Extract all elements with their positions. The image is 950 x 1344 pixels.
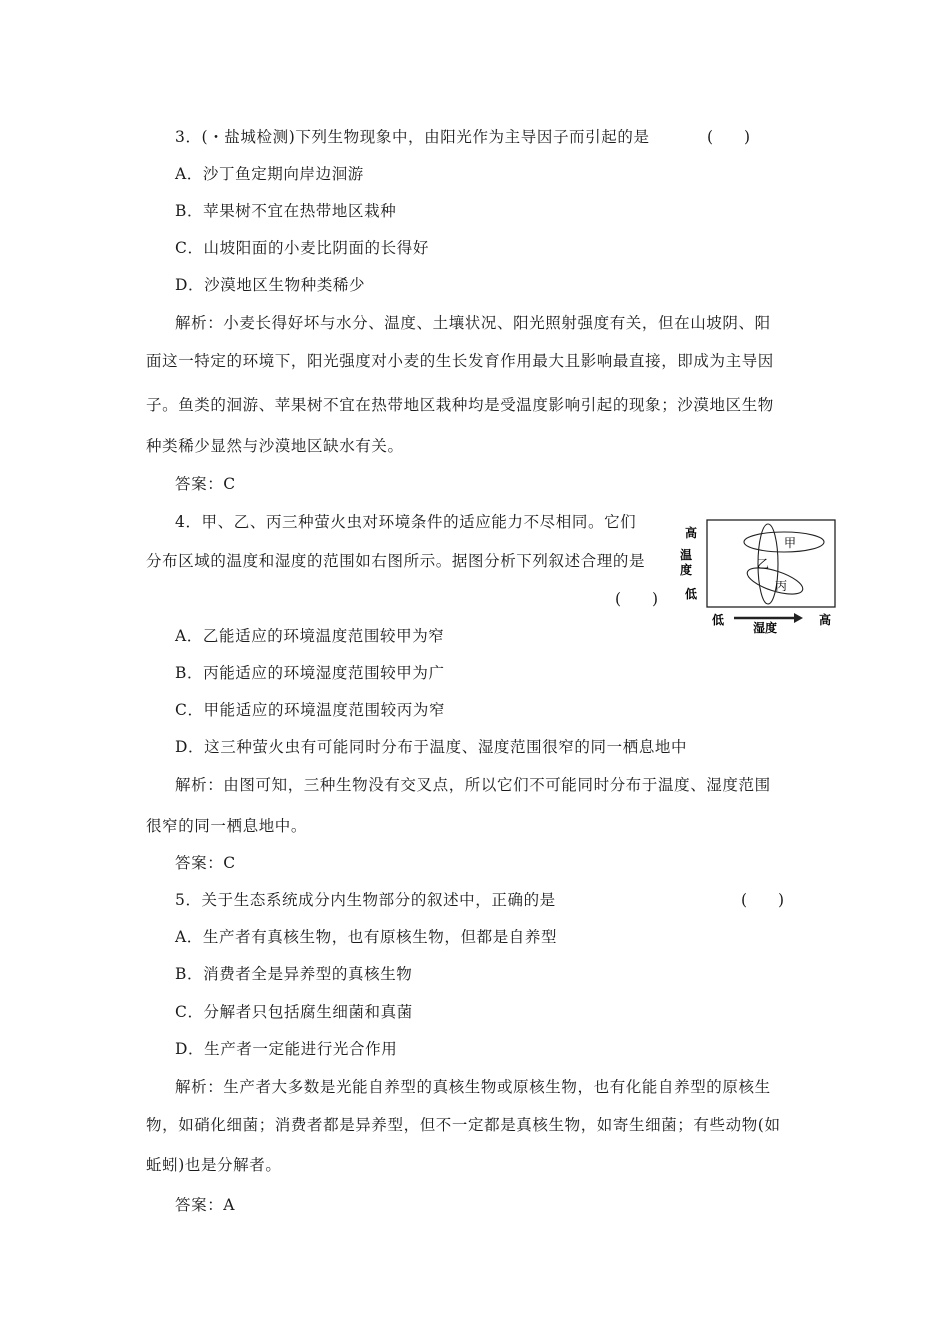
figure-label-jia: 甲 xyxy=(784,536,797,550)
q4-stem-line-1: 4．甲、乙、丙三种萤火虫对环境条件的适应能力不尽相同。它们 xyxy=(175,513,637,531)
q4-temperature-humidity-figure xyxy=(680,514,840,634)
q5-stem: 5．关于生态系统成分内生物部分的叙述中，正确的是 xyxy=(175,891,556,909)
figure-x-label: 湿度 xyxy=(753,621,778,634)
figure-label-yi: 乙 xyxy=(757,557,770,571)
q5-option-b: B．消费者全是异养型的真核生物 xyxy=(175,965,413,983)
q3-analysis-line-2: 面这一特定的环境下，阳光强度对小麦的生长发育作用最大且影响最直接，即成为主导因 xyxy=(146,352,774,370)
q4-analysis-line-1: 解析：由图可知，三种生物没有交叉点，所以它们不可能同时分布于温度、湿度范围 xyxy=(175,776,771,794)
q3-option-a: A．沙丁鱼定期向岸边洄游 xyxy=(175,165,364,183)
q3-option-c: C．山坡阳面的小麦比阴面的长得好 xyxy=(175,239,429,257)
figure-label-bing: 丙 xyxy=(775,579,788,593)
q5-analysis-line-2: 物，如硝化细菌；消费者都是异养型，但不一定都是真核生物，如寄生细菌；有些动物(如 xyxy=(146,1116,781,1134)
q4-option-a: A．乙能适应的环境温度范围较甲为窄 xyxy=(175,627,445,645)
q3-analysis-line-3: 子。鱼类的洄游、苹果树不宜在热带地区栽种均是受温度影响引起的现象；沙漠地区生物 xyxy=(146,396,774,414)
figure-y-label-2: 度 xyxy=(680,563,693,577)
q5-option-c: C．分解者只包括腐生细菌和真菌 xyxy=(175,1003,413,1021)
figure-x-low: 低 xyxy=(712,613,725,627)
figure-y-low: 低 xyxy=(685,587,698,601)
q3-analysis-line-4: 种类稀少显然与沙漠地区缺水有关。 xyxy=(146,437,404,455)
q4-analysis-line-2: 很窄的同一栖息地中。 xyxy=(146,817,308,835)
q3-analysis-line-1: 解析：小麦长得好坏与水分、温度、土壤状况、阳光照射强度有关，但在山坡阴、阳 xyxy=(175,314,771,332)
q4-option-d: D．这三种萤火虫有可能同时分布于温度、湿度范围很窄的同一栖息地中 xyxy=(175,738,688,756)
q3-option-d: D．沙漠地区生物种类稀少 xyxy=(175,276,366,294)
q3-stem: 3．(・盐城检测)下列生物现象中，由阳光作为主导因子而引起的是 xyxy=(175,128,650,146)
figure-x-high: 高 xyxy=(819,613,832,627)
q5-answer: 答案：A xyxy=(175,1196,236,1214)
q5-answer-blank: ( ) xyxy=(741,891,785,909)
figure-y-label-1: 温 xyxy=(680,548,693,562)
q5-analysis-line-1: 解析：生产者大多数是光能自养型的真核生物或原核生物，也有化能自养型的原核生 xyxy=(175,1078,771,1096)
q3-answer-blank: ( ) xyxy=(707,128,751,146)
figure-x-arrow-head xyxy=(794,613,803,623)
figure-y-high: 高 xyxy=(685,526,698,540)
q4-answer-blank: ( ) xyxy=(615,590,659,608)
q5-option-a: A．生产者有真核生物，也有原核生物，但都是自养型 xyxy=(175,928,558,946)
q4-option-b: B．丙能适应的环境湿度范围较甲为广 xyxy=(175,664,445,682)
q5-analysis-line-3: 蚯蚓)也是分解者。 xyxy=(146,1156,282,1174)
q3-answer: 答案：C xyxy=(175,475,236,493)
q3-option-b: B．苹果树不宜在热带地区栽种 xyxy=(175,202,397,220)
q4-stem-line-2: 分布区域的温度和湿度的范围如右图所示。据图分析下列叙述合理的是 xyxy=(146,552,646,570)
q4-answer: 答案：C xyxy=(175,854,236,872)
q5-option-d: D．生产者一定能进行光合作用 xyxy=(175,1040,398,1058)
q4-option-c: C．甲能适应的环境温度范围较丙为窄 xyxy=(175,701,446,719)
